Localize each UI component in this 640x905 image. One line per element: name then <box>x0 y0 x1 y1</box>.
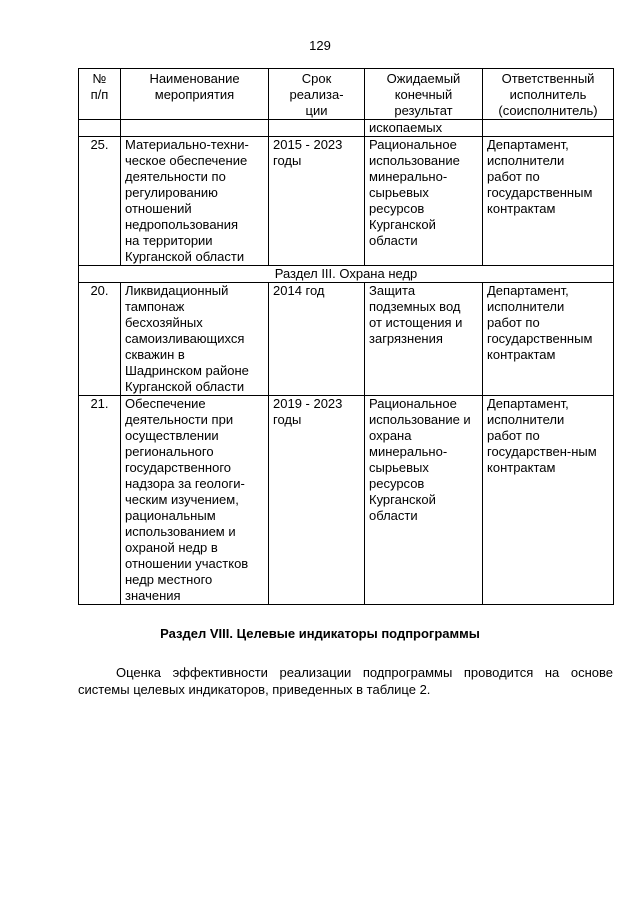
cell-name: Ликвидационный тампонаж бесхозяйных самоизливающихся скважин в Шадринском районе Курганской области <box>121 283 269 396</box>
header-term: Срок реализа- ции <box>269 69 365 120</box>
cell-responsible: Департамент, исполнители работ по государственным контрактам <box>483 283 614 396</box>
table-header-row <box>79 69 614 120</box>
cell-name: Материально-техни- ческое обеспечение деятельности по регулированию отношений недропользования на территории Курганской области <box>121 137 269 266</box>
activities-table <box>78 68 614 605</box>
header-name: Наименование мероприятия <box>121 69 269 120</box>
cell-empty <box>269 120 365 137</box>
cell-empty <box>121 120 269 137</box>
body-paragraph: Оценка эффективности реализации подпрограммы проводится на основе системы целевых индикаторов, приведенных в таблице 2. <box>78 665 613 697</box>
cell-term: 2015 - 2023 годы <box>269 137 365 266</box>
section-heading: Раздел VIII. Целевые индикаторы подпрограммы <box>160 626 480 641</box>
header-responsible: Ответственный исполнитель (соисполнитель) <box>483 69 614 120</box>
cell-num: 20. <box>79 283 121 396</box>
cell-empty <box>79 120 121 137</box>
section-title: Раздел III. Охрана недр <box>79 266 614 283</box>
cell-responsible: Департамент, исполнители работ по государствен-ным контрактам <box>483 396 614 605</box>
cell-result: Рациональное использование и охрана минерально- сырьевых ресурсов Курганской области <box>365 396 483 605</box>
table-row-21 <box>79 396 614 605</box>
cell-num: 25. <box>79 137 121 266</box>
cell-responsible: Департамент, исполнители работ по государственным контрактам <box>483 137 614 266</box>
section-row <box>79 266 614 283</box>
cell-term: 2019 - 2023 годы <box>269 396 365 605</box>
table-row-20 <box>79 283 614 396</box>
cell-empty <box>483 120 614 137</box>
page-number: 129 <box>309 38 331 53</box>
cell-result-continuation: ископаемых <box>365 120 483 137</box>
table-row-25 <box>79 137 614 266</box>
cell-name: Обеспечение деятельности при осуществлении регионального государственного надзора за геологи- ческим изучением, рациональным использованием и охраной недр в отношении участков недр местного значения <box>121 396 269 605</box>
cell-result: Рациональное использование минерально- сырьевых ресурсов Курганской области <box>365 137 483 266</box>
cell-num: 21. <box>79 396 121 605</box>
cell-result: Защита подземных вод от истощения и загрязнения <box>365 283 483 396</box>
header-result: Ожидаемый конечный результат <box>365 69 483 120</box>
header-num: № п/п <box>79 69 121 120</box>
cell-term: 2014 год <box>269 283 365 396</box>
table-row-continuation <box>79 120 614 137</box>
